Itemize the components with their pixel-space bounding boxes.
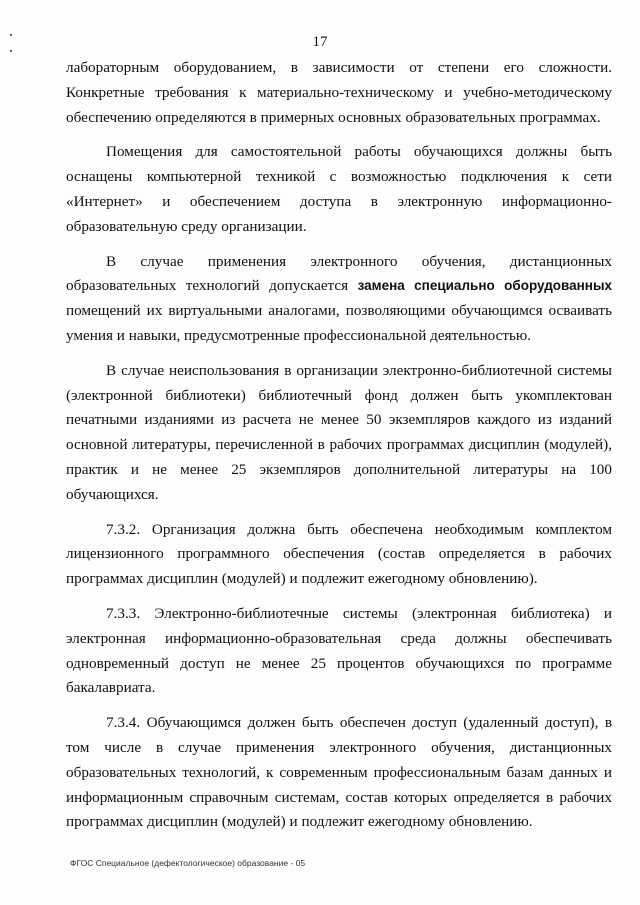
paragraph-text: В случае применения электронного обучения, дистанционных образовательных технологий допускается <box>66 252 612 295</box>
paragraph: лабораторным оборудованием, в зависимости от степени его сложности. Конкретные требования к материально-техническому и учебно-методическому обеспечению определяются в примерных основных образовательных программах. <box>66 59 612 126</box>
paragraph: Помещения для самостоятельной работы обучающихся должны быть оснащены компьютерной техникой с возможностью подключения к сети «Интернет» и обеспечением доступа в электронную информационно-образовательную среду организации. <box>66 143 612 235</box>
highlighted-phrase: замена специально оборудованных <box>357 278 612 294</box>
paragraph-7-3-2: 7.3.2. Организация должна быть обеспечена необходимым комплектом лицензионного программного обеспечения (состав определяется в рабочих программах дисциплин (модулей) и подлежит ежегодному обновлению). <box>66 520 612 588</box>
page-number: 17 <box>312 34 328 50</box>
paragraph-text: помещений их виртуальными аналогами, позволяющими обучающимся осваивать умения и навыки, предусмотренные профессиональной деятельностью. <box>66 302 612 344</box>
paragraph: В случае неиспользования в организации электронно-библиотечной системы (электронной библиотеки) библиотечный фонд должен быть укомплектован печатными изданиями из расчета не менее 50 экземпляров каждого из изданий основной литературы, перечисленной в рабочих программах дисциплин (модулей), практик и не менее 25 экземпляров дополнительной литературы на 100 обучающихся. <box>66 361 612 503</box>
paragraph <box>66 250 612 349</box>
paragraph-7-3-4: 7.3.4. Обучающимся должен быть обеспечен доступ (удаленный доступ), в том числе в случае применения электронного обучения, дистанционных образовательных технологий, к современным профессиональным базам данных и информационным справочным системам, состав которых определяется в рабочих программах дисциплин (модулей) и подлежит ежегодному обновлению. <box>66 714 612 831</box>
page-footer: ФГОС Специальное (дефектологическое) образование - 05 <box>70 858 306 868</box>
document-body <box>66 56 612 845</box>
paragraph-7-3-3: 7.3.3. Электронно-библиотечные системы (электронная библиотека) и электронная информационно-образовательная среда должны обеспечивать одновременный доступ не менее 25 процентов обучающихся по программе бакалавриата. <box>66 604 612 697</box>
